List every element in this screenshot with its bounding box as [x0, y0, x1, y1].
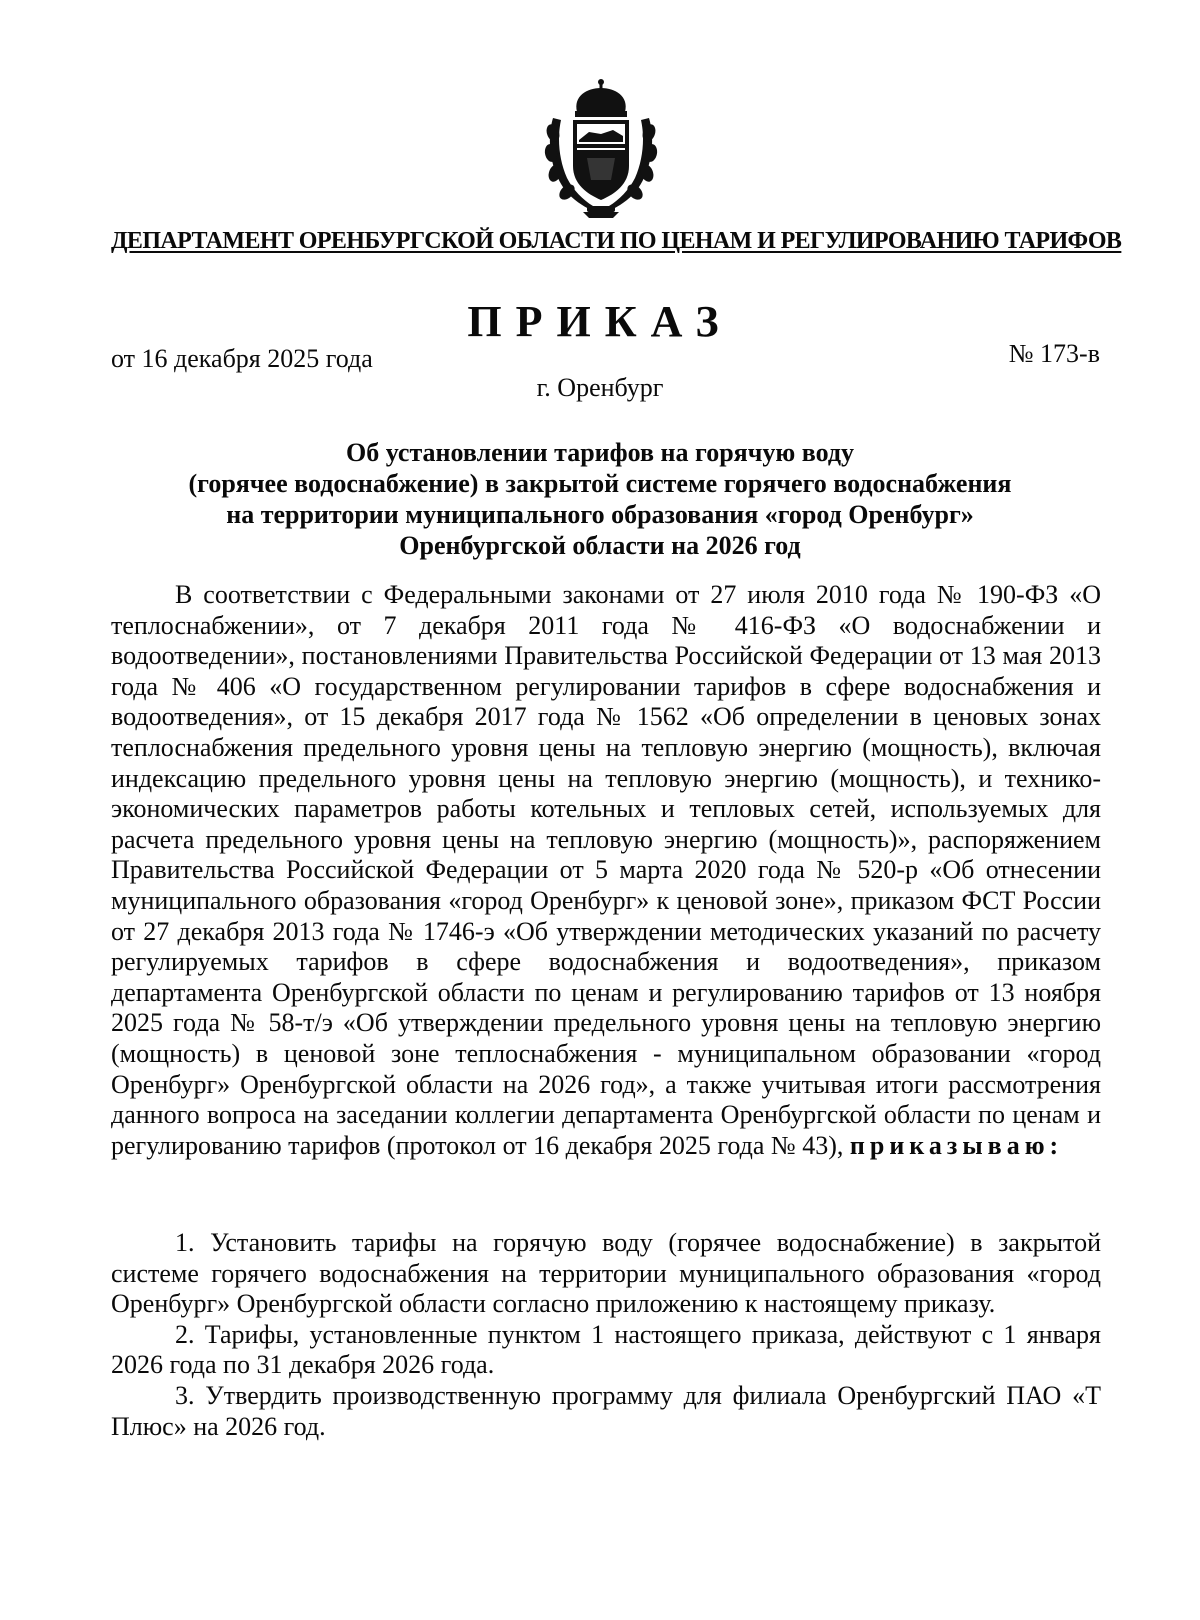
department-name: ДЕПАРТАМЕНТ ОРЕНБУРГСКОЙ ОБЛАСТИ ПО ЦЕНАМ И РЕГУЛИРОВАНИЮ ТАРИФОВ	[111, 228, 1122, 254]
subject-line: Об установлении тарифов на горячую воду	[345, 438, 855, 467]
preamble-paragraph	[111, 580, 1101, 1161]
order-directive: приказываю:	[849, 1130, 1064, 1160]
subject-line: Оренбургской области на 2026 год	[399, 531, 801, 560]
order-city: г. Оренбург	[536, 373, 664, 402]
document-type-title: ПРИКАЗ	[467, 297, 733, 346]
preamble-text: В соответствии с Федеральными законами от 27 июля 2010 года № 190-ФЗ «О теплоснабжении», от 7 декабря 2011 года № 416-ФЗ «О водоснабжении и водоотведении», постановлениями Правительства Российской Федерации от 13 мая 2013 года № 406 «О государственном регулировании тарифов в сфере водоснабжения и водоотведения», от 15 декабря 2017 года № 1562 «Об определении в ценовых зонах теплоснабжения предельного уровня цены на тепловую энергию (мощность), включая индексацию предельного уровня цены на тепловую энергию (мощность), и технико-экономических параметров работы котельных и тепловых сетей, используемых для расчета предельного уровня цены на тепловую энергию (мощность)», распоряжением Правительства Российской Федерации от 5 марта 2020 года № 520-р «Об отнесении муниципального образования «город Оренбург» к ценовой зоне», приказом ФСТ России от 27 декабря 2013 года № 1746-э «Об утверждении методических указаний по расчету регулируемых тарифов в сфере водоснабжения и водоотведения», приказом департамента Оренбургской области по ценам и регулированию тарифов от 13 ноября 2025 года № 58-т/э «Об утверждении предельного уровня цены на тепловую энергию (мощность) в ценовой зоне теплоснабжения - муниципальном образовании «город Оренбург» Оренбургской области на 2026 год», а также учитывая итоги рассмотрения данного вопроса на заседании коллегии департамента Оренбургской области по ценам и регулированию тарифов (протокол от 16 декабря 2025 года № 43),	[111, 580, 1101, 1160]
order-date: от 16 декабря 2025 года	[111, 344, 373, 373]
subject-line: (горячее водоснабжение) в закрытой системе горячего водоснабжения	[188, 469, 1012, 498]
order-subject	[100, 437, 1100, 561]
order-point: 3. Утвердить производственную программу для филиала Оренбургский ПАО «Т Плюс» на 2026 год.	[111, 1380, 1101, 1441]
order-point: 2. Тарифы, установленные пунктом 1 настоящего приказа, действуют с 1 января 2026 года по 31 декабря 2026 года.	[111, 1319, 1101, 1380]
order-number: № 173-в	[1008, 339, 1100, 368]
subject-line: на территории муниципального образования «город Оренбург»	[226, 500, 974, 529]
order-points	[111, 1228, 1101, 1442]
oblast-coat-of-arms-icon	[543, 78, 659, 220]
order-point: 1. Установить тарифы на горячую воду (горячее водоснабжение) в закрытой системе горячего водоснабжения на территории муниципального образования «город Оренбург» Оренбургской области согласно приложению к настоящему приказу.	[111, 1228, 1101, 1319]
